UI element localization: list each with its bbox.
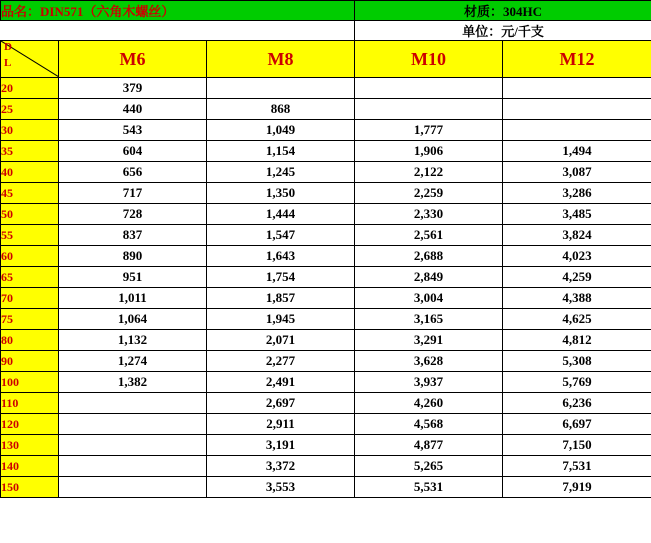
table-row [1, 351, 651, 372]
price-cell: 1,857 [207, 288, 355, 309]
price-cell: 7,919 [503, 477, 651, 498]
price-cell: 3,824 [503, 225, 651, 246]
table-row [1, 330, 651, 351]
price-cell: 717 [59, 183, 207, 204]
price-cell: 2,561 [355, 225, 503, 246]
column-header-m10: M10 [355, 41, 503, 78]
price-cell: 1,777 [355, 120, 503, 141]
table-row [1, 78, 651, 99]
row-label: 140 [1, 456, 59, 477]
price-cell: 868 [207, 99, 355, 120]
axis-corner-cell [1, 41, 59, 78]
price-cell: 3,485 [503, 204, 651, 225]
price-cell: 2,491 [207, 372, 355, 393]
price-cell: 5,265 [355, 456, 503, 477]
row-label: 130 [1, 435, 59, 456]
price-cell [503, 120, 651, 141]
price-cell: 4,625 [503, 309, 651, 330]
table-row [1, 141, 651, 162]
price-cell: 3,165 [355, 309, 503, 330]
price-cell: 2,259 [355, 183, 503, 204]
price-cell: 3,553 [207, 477, 355, 498]
price-cell: 1,049 [207, 120, 355, 141]
table-row [1, 477, 651, 498]
table-row [1, 267, 651, 288]
price-cell: 5,308 [503, 351, 651, 372]
price-cell: 1,154 [207, 141, 355, 162]
price-cell: 4,877 [355, 435, 503, 456]
row-label: 90 [1, 351, 59, 372]
price-cell: 3,191 [207, 435, 355, 456]
row-label: 65 [1, 267, 59, 288]
price-cell: 837 [59, 225, 207, 246]
price-cell: 1,011 [59, 288, 207, 309]
price-cell [59, 477, 207, 498]
price-cell: 3,937 [355, 372, 503, 393]
row-label: 60 [1, 246, 59, 267]
price-cell: 1,945 [207, 309, 355, 330]
price-cell: 4,023 [503, 246, 651, 267]
table-row [1, 183, 651, 204]
price-cell: 3,291 [355, 330, 503, 351]
price-cell: 3,004 [355, 288, 503, 309]
spacer-cell [1, 21, 355, 41]
price-cell [207, 78, 355, 99]
price-cell: 728 [59, 204, 207, 225]
table-body [1, 1, 651, 498]
price-cell: 2,330 [355, 204, 503, 225]
price-cell: 3,286 [503, 183, 651, 204]
price-cell: 1,754 [207, 267, 355, 288]
price-cell: 7,150 [503, 435, 651, 456]
price-cell: 2,697 [207, 393, 355, 414]
price-cell: 1,444 [207, 204, 355, 225]
axis-label-diameter: D [4, 41, 12, 53]
price-cell: 1,064 [59, 309, 207, 330]
row-label: 30 [1, 120, 59, 141]
price-cell: 2,277 [207, 351, 355, 372]
row-label: 50 [1, 204, 59, 225]
price-cell: 1,350 [207, 183, 355, 204]
price-cell: 4,260 [355, 393, 503, 414]
row-label: 100 [1, 372, 59, 393]
axis-label-length: L [4, 57, 12, 69]
price-cell [355, 78, 503, 99]
price-cell: 7,531 [503, 456, 651, 477]
price-cell: 1,906 [355, 141, 503, 162]
row-label: 25 [1, 99, 59, 120]
price-cell: 440 [59, 99, 207, 120]
price-cell [503, 78, 651, 99]
table-row [1, 246, 651, 267]
price-cell: 656 [59, 162, 207, 183]
price-cell: 2,911 [207, 414, 355, 435]
row-label: 150 [1, 477, 59, 498]
price-cell [59, 414, 207, 435]
row-label: 75 [1, 309, 59, 330]
price-cell: 2,071 [207, 330, 355, 351]
row-label: 70 [1, 288, 59, 309]
column-header-m8: M8 [207, 41, 355, 78]
price-cell: 1,245 [207, 162, 355, 183]
price-cell: 5,769 [503, 372, 651, 393]
price-cell: 2,849 [355, 267, 503, 288]
price-cell: 5,531 [355, 477, 503, 498]
table-row [1, 309, 651, 330]
row-label: 80 [1, 330, 59, 351]
price-cell: 4,259 [503, 267, 651, 288]
price-cell: 3,372 [207, 456, 355, 477]
row-label: 120 [1, 414, 59, 435]
price-cell [59, 435, 207, 456]
price-cell: 1,274 [59, 351, 207, 372]
column-header-row [1, 41, 651, 78]
price-cell: 4,388 [503, 288, 651, 309]
table-row [1, 435, 651, 456]
row-label: 20 [1, 78, 59, 99]
price-cell: 951 [59, 267, 207, 288]
table-row [1, 414, 651, 435]
price-cell: 3,628 [355, 351, 503, 372]
price-cell: 4,812 [503, 330, 651, 351]
price-cell: 1,494 [503, 141, 651, 162]
price-cell: 4,568 [355, 414, 503, 435]
price-cell: 1,643 [207, 246, 355, 267]
unit-label: 单位：元/千支 [355, 21, 651, 41]
price-cell [59, 393, 207, 414]
table-row [1, 225, 651, 246]
table-row [1, 120, 651, 141]
price-cell: 1,382 [59, 372, 207, 393]
price-cell: 6,236 [503, 393, 651, 414]
header-row-unit [1, 21, 651, 41]
material-label: 材质：304HC [355, 1, 651, 21]
price-cell: 3,087 [503, 162, 651, 183]
price-cell: 604 [59, 141, 207, 162]
price-cell [59, 456, 207, 477]
table-row [1, 162, 651, 183]
price-cell: 543 [59, 120, 207, 141]
header-row-title [1, 1, 651, 21]
row-label: 45 [1, 183, 59, 204]
table-row [1, 393, 651, 414]
price-cell: 890 [59, 246, 207, 267]
product-title: 品名：DIN571（六角木螺丝） [1, 1, 355, 21]
table-row [1, 99, 651, 120]
price-cell: 1,132 [59, 330, 207, 351]
row-label: 110 [1, 393, 59, 414]
column-header-m12: M12 [503, 41, 651, 78]
column-header-m6: M6 [59, 41, 207, 78]
table-row [1, 456, 651, 477]
price-cell [503, 99, 651, 120]
row-label: 35 [1, 141, 59, 162]
table-row [1, 204, 651, 225]
table-row [1, 372, 651, 393]
price-cell [355, 99, 503, 120]
row-label: 40 [1, 162, 59, 183]
table-row [1, 288, 651, 309]
price-cell: 379 [59, 78, 207, 99]
price-cell: 2,122 [355, 162, 503, 183]
price-cell: 1,547 [207, 225, 355, 246]
price-cell: 6,697 [503, 414, 651, 435]
price-cell: 2,688 [355, 246, 503, 267]
row-label: 55 [1, 225, 59, 246]
